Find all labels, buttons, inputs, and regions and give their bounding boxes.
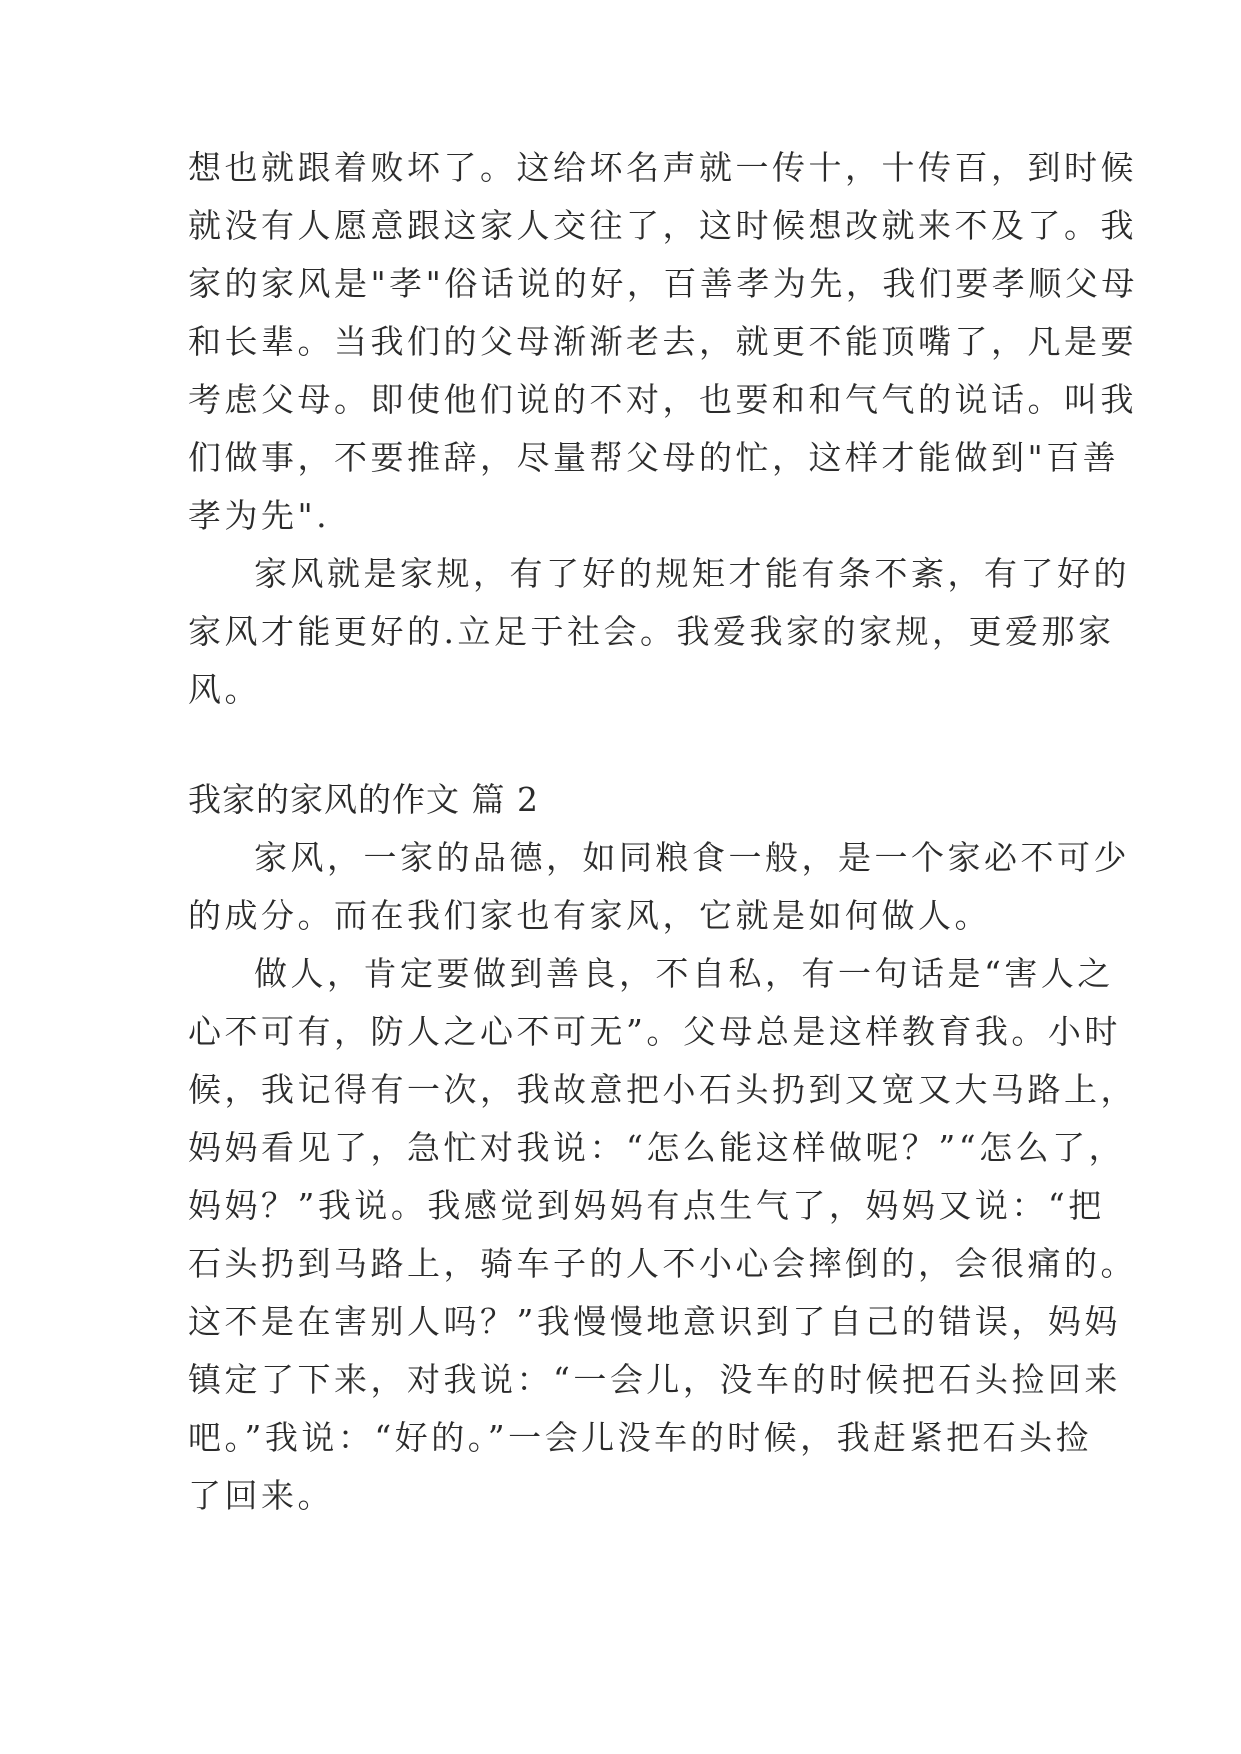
text-line: 就没有人愿意跟这家人交往了，这时候想改就来不及了。我 [188,206,1137,245]
text-line: 心不可有，防人之心不可无”。父母总是这样教育我。小时 [188,1012,1121,1051]
text-line: 们做事，不要推辞，尽量帮父母的忙，这样才能做到"百善 [188,438,1120,477]
text-line: 石头扔到马路上，骑车子的人不小心会摔倒的，会很痛的。 [188,1244,1137,1283]
text-line: 吧。”我说：“好的。”一会儿没车的时候，我赶紧把石头捡 [188,1418,1093,1457]
text-line: 考虑父母。即使他们说的不对，也要和和气气的说话。叫我 [188,380,1137,419]
text-line: 的成分。而在我们家也有家风，它就是如何做人。 [188,896,991,935]
text-line: 家的家风是"孝"俗话说的好，百善孝为先，我们要孝顺父母 [188,264,1138,303]
text-line: 家风才能更好的.立足于社会。我爱我家的家规，更爱那家 [188,612,1115,651]
paragraph-first-line: 做人，肯定要做到善良，不自私，有一句话是“害人之 [254,954,1114,993]
text-line: 妈妈？”我说。我感觉到妈妈有点生气了，妈妈又说：“把 [188,1186,1105,1225]
paragraph-first-line: 家风，一家的品德，如同粮食一般，是一个家必不可少 [254,838,1130,877]
text-line: 和长辈。当我们的父母渐渐老去，就更不能顶嘴了，凡是要 [188,322,1137,361]
text-line: 想也就跟着败坏了。这给坏名声就一传十，十传百，到时候 [188,148,1137,187]
text-line: 镇定了下来，对我说：“一会儿，没车的时候把石头捡回来 [188,1360,1121,1399]
text-line: 候，我记得有一次，我故意把小石头扔到又宽又大马路上， [188,1070,1137,1109]
text-line: 妈妈看见了，急忙对我说：“怎么能这样做呢？”“怎么了， [188,1128,1126,1167]
text-line: 风。 [188,670,261,709]
text-line: 了回来。 [188,1476,334,1515]
text-line: 孝为先". [188,496,331,535]
section-heading: 我家的家风的作文 篇 2 [188,780,539,819]
paragraph-first-line: 家风就是家规，有了好的规矩才能有条不紊，有了好的 [254,554,1130,593]
text-line: 这不是在害别人吗？”我慢慢地意识到了自己的错误，妈妈 [188,1302,1121,1341]
